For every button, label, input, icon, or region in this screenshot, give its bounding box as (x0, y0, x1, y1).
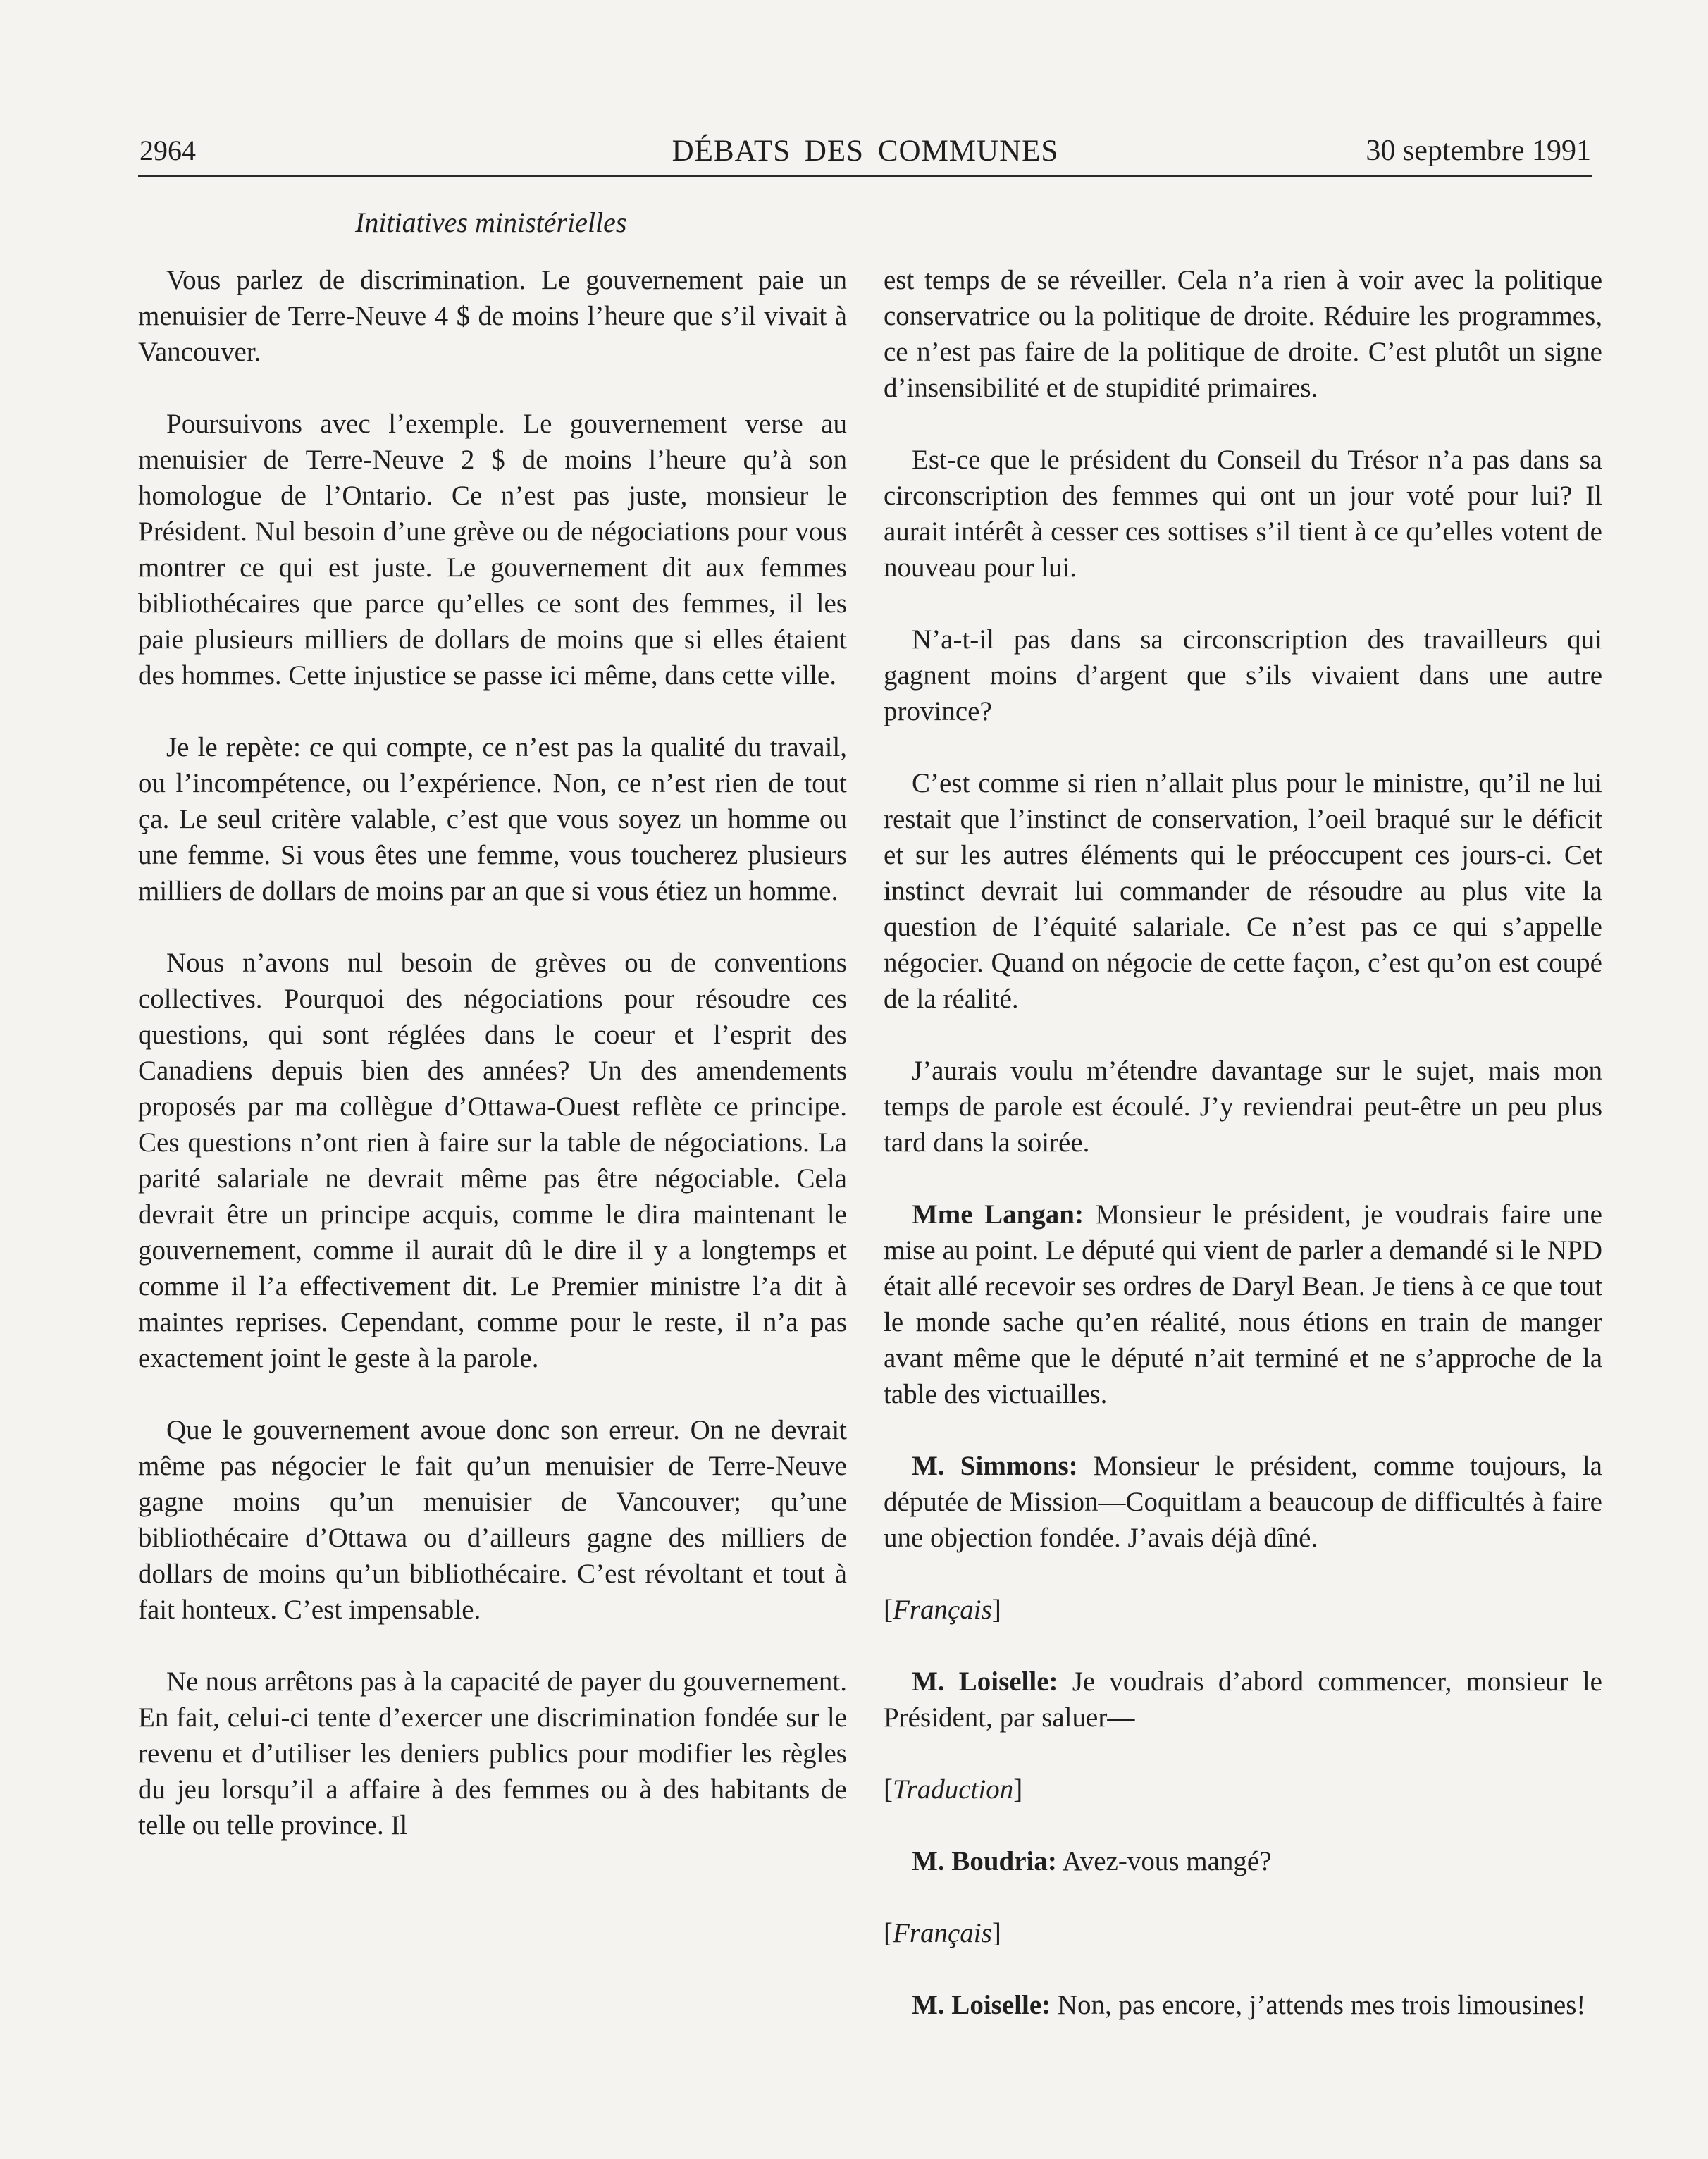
speech-text: Monsieur le président, comme toujours, la députée de Mission—Coquitlam a beaucoup de difficultés à faire une objection fondée. J’avais déjà dîné. (884, 1451, 1602, 1553)
speech-loiselle (884, 1987, 1602, 2023)
paragraph: Est-ce que le président du Conseil du Trésor n’a pas dans sa circonscription des femmes qui ont un jour voté pour lui? Il aurait intérêt à cesser ces sottises s’il tient à ce qu’elles votent de nouveau pour lui. (884, 445, 1602, 583)
paragraph: Nous n’avons nul besoin de grèves ou de conventions collectives. Pourquoi des négociations pour résoudre ces questions, qui sont réglées dans le coeur et l’esprit des Canadiens depuis bien des années? Un des amendements proposés par ma collègue d’Ottawa-Ouest reflète ce principe. Ces questions n’ont rien à faire sur la table de négociations. La parité salariale ne devrait même pas être négociable. Cela devrait être un principe acquis, comme le dira maintenant le gouvernement, comme il aurait dû le dire il y a longtemps et comme il l’a effectivement dit. Le Premier ministre l’a dit à maintes reprises. Cependant, comme pour le reste, il n’a pas exactement joint le geste à la parole. (138, 948, 847, 1373)
speaker-name: M. Boudria: (912, 1846, 1057, 1876)
paragraph: C’est comme si rien n’allait plus pour le ministre, qu’il ne lui restait que l’instinct de conservation, l’oeil braqué sur le déficit et sur les autres éléments qui le préoccupent ces jours-ci. Cet instinct devrait lui commander de résoudre au plus vite la question de l’équité salariale. Ce n’est pas ce qui s’appelle négocier. Quand on négocie de cette façon, c’est qu’on est coupé de la réalité. (884, 768, 1602, 1014)
paragraph: Vous parlez de discrimination. Le gouvernement paie un menuisier de Terre-Neuve 4 $ de moins l’heure que s’il vivait à Vancouver. (138, 265, 847, 367)
language-tag: [Français] (884, 1595, 1001, 1625)
speaker-name: M. Simmons: (912, 1451, 1078, 1481)
paragraph: N’a-t-il pas dans sa circonscription des travailleurs qui gagnent moins d’argent que s’ils vivaient dans une autre province? (884, 624, 1602, 726)
paragraph: Je le repète: ce qui compte, ce n’est pas la qualité du travail, ou l’incompétence, ou l’expérience. Non, ce n’est rien de tout ça. Le seul critère valable, c’est que vous soyez un homme ou une femme. Si vous êtes une femme, vous toucherez plusieurs milliers de dollars de moins par an que si vous étiez un homme. (138, 732, 847, 906)
left-column (138, 262, 847, 1879)
speech-text: Non, pas encore, j’attends mes trois limousines! (1051, 1990, 1586, 2020)
paragraph: est temps de se réveiller. Cela n’a rien à voir avec la politique conservatrice ou la politique de droite. Réduire les programmes, ce n’est pas faire de la politique de droite. C’est plutôt un signe d’insensibilité et de stupidité primaires. (884, 265, 1602, 403)
speech-text: Avez-vous mangé? (1056, 1846, 1272, 1876)
speech-loiselle (884, 1664, 1602, 1736)
speech-langan (884, 1196, 1602, 1412)
language-tag: [Français] (884, 1918, 1001, 1948)
language-tag: [Traduction] (884, 1774, 1023, 1805)
paragraph: Que le gouvernement avoue donc son erreur. On ne devrait même pas négocier le fait qu’un menuisier de Terre-Neuve gagne moins qu’un menuisier de Vancouver; qu’une bibliothécaire d’Ottawa ou d’ailleurs gagne des milliers de dollars de moins qu’un bibliothécaire. C’est révoltant et tout à fait honteux. C’est impensable. (138, 1415, 847, 1625)
right-column (884, 262, 1602, 2059)
language-tag-label: Traduction (893, 1774, 1014, 1805)
page-header (138, 128, 1592, 177)
language-tag-label: Français (893, 1595, 992, 1625)
speaker-name: M. Loiselle: (912, 1666, 1058, 1697)
publication-date: 30 septembre 1991 (1366, 135, 1591, 167)
speaker-name: M. Loiselle: (912, 1990, 1051, 2020)
paragraph: Poursuivons avec l’exemple. Le gouvernement verse au menuisier de Terre-Neuve 2 $ de moins l’heure qu’à son homologue de l’Ontario. Ce n’est pas juste, monsieur le Président. Nul besoin d’une grève ou de négociations pour vous montrer ce qui est juste. Le gouvernement dit aux femmes bibliothécaires que parce qu’elles ce sont des femmes, il les paie plusieurs milliers de dollars de moins que si elles étaient des hommes. Cette injustice se passe ici même, dans cette ville. (138, 409, 847, 691)
publication-title: DÉBATS DES COMMUNES (672, 135, 1059, 168)
paragraph: J’aurais voulu m’étendre davantage sur le sujet, mais mon temps de parole est écoulé. J’y reviendrai peut-être un peu plus tard dans la soirée. (884, 1056, 1602, 1158)
speech-simmons (884, 1448, 1602, 1556)
speech-boudria (884, 1843, 1602, 1879)
speaker-name: Mme Langan: (912, 1199, 1084, 1230)
page-number: 2964 (140, 135, 196, 166)
section-title: Initiatives ministérielles (355, 206, 627, 238)
language-tag-label: Français (893, 1918, 992, 1948)
speech-text: Je voudrais d’abord commencer, monsieur le Président, par saluer— (884, 1666, 1602, 1733)
paragraph: Ne nous arrêtons pas à la capacité de payer du gouvernement. En fait, celui-ci tente d’exercer une discrimination fondée sur le revenu et d’utiliser les deniers publics pour modifier les règles du jeu lorsqu’il a affaire à des femmes ou à des habitants de telle ou telle province. Il (138, 1666, 847, 1841)
speech-text: Monsieur le président, je voudrais faire une mise au point. Le député qui vient de parler a demandé si le NPD était allé recevoir ses ordres de Daryl Bean. Je tiens à ce que tout le monde sache qu’en réalité, nous étions en train de manger avant même que le député n’ait terminé et ne s’approche de la table des victuailles. (884, 1199, 1602, 1409)
